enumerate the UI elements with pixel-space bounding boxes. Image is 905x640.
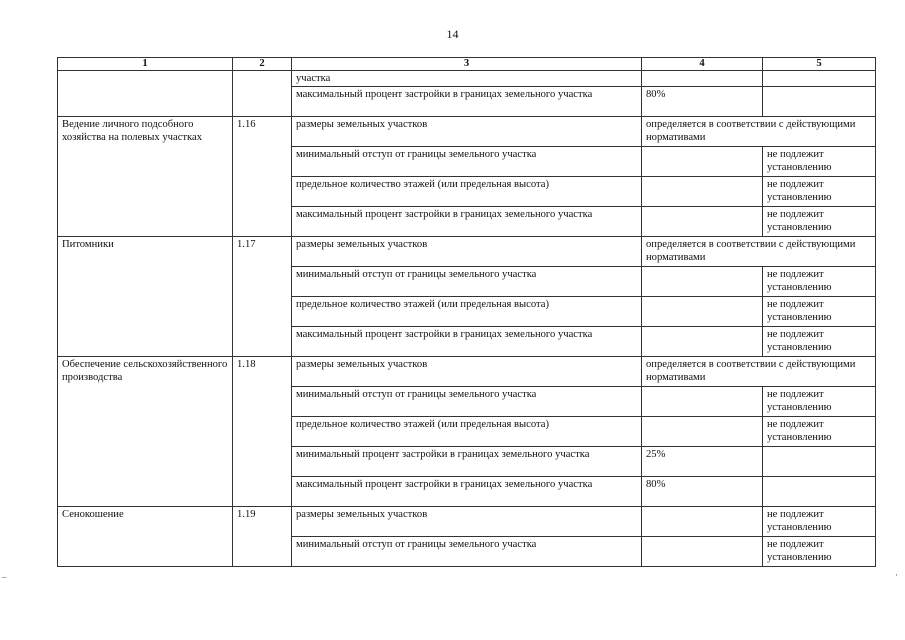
note-cell: не подлежит установлению bbox=[763, 537, 876, 567]
use-name-cell: Обеспечение сельскохозяйственного производства bbox=[58, 357, 233, 507]
value-cell bbox=[642, 207, 763, 237]
parameter-cell: минимальный отступ от границы земельного участка bbox=[292, 387, 642, 417]
note-cell bbox=[763, 71, 876, 87]
table-body bbox=[58, 71, 876, 567]
table-header bbox=[58, 58, 876, 71]
note-cell: не подлежит установлению bbox=[763, 327, 876, 357]
parameter-cell: максимальный процент застройки в границах земельного участка bbox=[292, 477, 642, 507]
value-cell bbox=[642, 297, 763, 327]
scan-mark-right: · bbox=[895, 570, 898, 580]
parameter-cell: максимальный процент застройки в границах земельного участка bbox=[292, 207, 642, 237]
column-header-5: 5 bbox=[763, 58, 876, 71]
value-cell bbox=[642, 507, 763, 537]
parameter-cell: максимальный процент застройки в границах земельного участка bbox=[292, 327, 642, 357]
note-cell: не подлежит установлению bbox=[763, 267, 876, 297]
code-cell: 1.16 bbox=[233, 117, 292, 237]
parameter-cell: размеры земельных участков bbox=[292, 117, 642, 147]
use-name-cell: Сенокошение bbox=[58, 507, 233, 567]
use-name-cell bbox=[58, 71, 233, 117]
table-row bbox=[58, 117, 876, 147]
value-cell: 80% bbox=[642, 477, 763, 507]
value-cell: 80% bbox=[642, 87, 763, 117]
parameter-cell: размеры земельных участков bbox=[292, 237, 642, 267]
parameter-cell: минимальный отступ от границы земельного участка bbox=[292, 537, 642, 567]
code-cell bbox=[233, 71, 292, 117]
value-cell: 25% bbox=[642, 447, 763, 477]
column-header-2: 2 bbox=[233, 58, 292, 71]
code-cell: 1.19 bbox=[233, 507, 292, 567]
value-cell bbox=[642, 177, 763, 207]
value-cell bbox=[642, 267, 763, 297]
value-cell bbox=[642, 327, 763, 357]
value-cell bbox=[642, 147, 763, 177]
column-header-4: 4 bbox=[642, 58, 763, 71]
note-cell bbox=[763, 477, 876, 507]
note-cell: не подлежит установлению bbox=[763, 147, 876, 177]
code-cell: 1.18 bbox=[233, 357, 292, 507]
parameter-cell: размеры земельных участков bbox=[292, 507, 642, 537]
value-merged-cell: определяется в соответствии с действующими нормативами bbox=[642, 117, 876, 147]
use-name-cell: Ведение личного подсобного хозяйства на полевых участках bbox=[58, 117, 233, 237]
note-cell: не подлежит установлению bbox=[763, 417, 876, 447]
value-cell bbox=[642, 71, 763, 87]
use-name-cell: Питомники bbox=[58, 237, 233, 357]
column-header-1: 1 bbox=[58, 58, 233, 71]
note-cell bbox=[763, 87, 876, 117]
parameter-cell: предельное количество этажей (или предельная высота) bbox=[292, 177, 642, 207]
column-header-3: 3 bbox=[292, 58, 642, 71]
value-cell bbox=[642, 537, 763, 567]
note-cell: не подлежит установлению bbox=[763, 207, 876, 237]
note-cell: не подлежит установлению bbox=[763, 297, 876, 327]
parameter-cell: предельное количество этажей (или предельная высота) bbox=[292, 297, 642, 327]
table-row bbox=[58, 71, 876, 87]
value-cell bbox=[642, 417, 763, 447]
parameter-cell: минимальный отступ от границы земельного участка bbox=[292, 147, 642, 177]
parameter-cell: максимальный процент застройки в границах земельного участка bbox=[292, 87, 642, 117]
value-merged-cell: определяется в соответствии с действующими нормативами bbox=[642, 357, 876, 387]
note-cell bbox=[763, 447, 876, 477]
regulations-table bbox=[57, 57, 876, 567]
parameter-cell: предельное количество этажей (или предельная высота) bbox=[292, 417, 642, 447]
parameter-cell: размеры земельных участков bbox=[292, 357, 642, 387]
table-row bbox=[58, 237, 876, 267]
page-number: 14 bbox=[446, 27, 459, 41]
parameter-cell: минимальный процент застройки в границах земельного участка bbox=[292, 447, 642, 477]
scan-mark-left: – bbox=[2, 572, 7, 582]
table-row bbox=[58, 357, 876, 387]
note-cell: не подлежит установлению bbox=[763, 387, 876, 417]
value-merged-cell: определяется в соответствии с действующими нормативами bbox=[642, 237, 876, 267]
note-cell: не подлежит установлению bbox=[763, 507, 876, 537]
parameter-cell: участка bbox=[292, 71, 642, 87]
code-cell: 1.17 bbox=[233, 237, 292, 357]
table-row bbox=[58, 507, 876, 537]
value-cell bbox=[642, 387, 763, 417]
note-cell: не подлежит установлению bbox=[763, 177, 876, 207]
parameter-cell: минимальный отступ от границы земельного участка bbox=[292, 267, 642, 297]
